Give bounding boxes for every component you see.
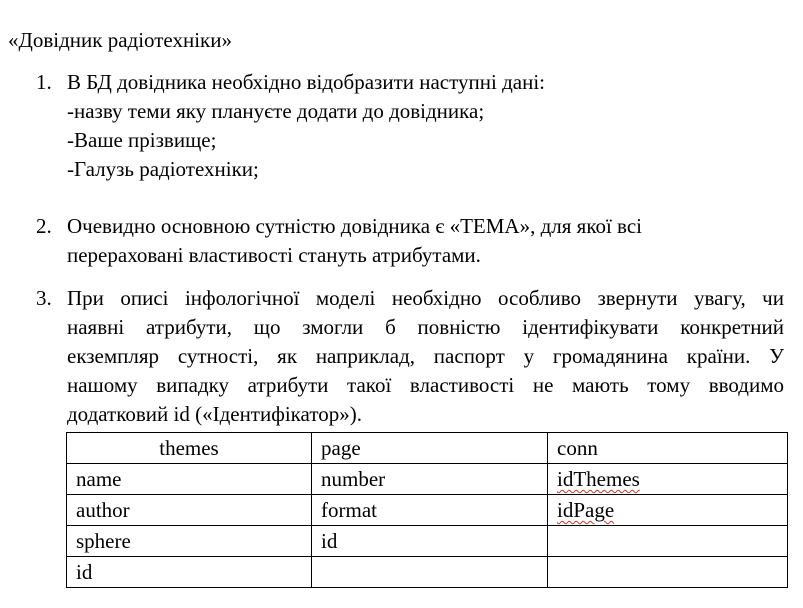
list-item-line: В БД довідника необхідно відобразити наступні дані: (67, 70, 545, 94)
list-item-number: 3. (36, 286, 52, 310)
list-item-2 (36, 212, 784, 270)
list-item-line: -назву теми яку плануєте додати до довідника; (67, 99, 485, 123)
table-cell: number (312, 464, 548, 495)
table-cell (548, 526, 788, 557)
list-item-line: нашому випадку атрибути такої властивості не мають тому вводимо (67, 373, 784, 397)
list-item-line: екземпляр сутності, як наприклад, паспорт у громадянина країни. У (67, 344, 784, 368)
list-item-1 (36, 68, 784, 184)
list-item-body (67, 284, 784, 429)
table-cell-text: idThemes (557, 467, 640, 491)
table-cell: id (67, 557, 312, 588)
document-title (8, 26, 232, 55)
table-cell (548, 495, 788, 526)
table-cell (548, 557, 788, 588)
list-item-body (67, 68, 784, 184)
table-cell: name (67, 464, 312, 495)
table-cell-text: idPage (557, 498, 615, 522)
list-item-line: наявні атрибути, що змогли б повністю ідентифікувати конкретний (67, 315, 784, 339)
list-item-number: 1. (36, 70, 52, 94)
table-row (67, 464, 788, 495)
table-cell (312, 557, 548, 588)
list-item-line: При описі інфологічної моделі необхідно особливо звернути увагу, чи (67, 286, 784, 310)
table-header-cell: conn (548, 433, 788, 464)
list-item-line: додатковий id («Ідентифікатор»). (67, 402, 362, 426)
list-item-line: -Ваше прізвище; (67, 128, 217, 152)
list-item-line: перераховані властивості стануть атрибутами. (67, 243, 481, 267)
table-header-cell: page (312, 433, 548, 464)
list-item-line: Очевидно основною сутністю довідника є «ТЕМА», для якої всі (67, 214, 642, 238)
table-cell: author (67, 495, 312, 526)
list-item-3 (36, 284, 784, 429)
table-cell (548, 464, 788, 495)
table-row (67, 495, 788, 526)
entity-table (66, 432, 788, 588)
document-title-text: «Довідник радіотехніки» (8, 28, 232, 52)
list-item-line: -Галузь радіотехніки; (67, 157, 259, 181)
table-row (67, 557, 788, 588)
table-header-row (67, 433, 788, 464)
table-cell: id (312, 526, 548, 557)
list-item-body (67, 212, 784, 270)
table-cell: format (312, 495, 548, 526)
table-row (67, 526, 788, 557)
list-item-number: 2. (36, 214, 52, 238)
table-header-cell: themes (67, 433, 312, 464)
table-cell: sphere (67, 526, 312, 557)
